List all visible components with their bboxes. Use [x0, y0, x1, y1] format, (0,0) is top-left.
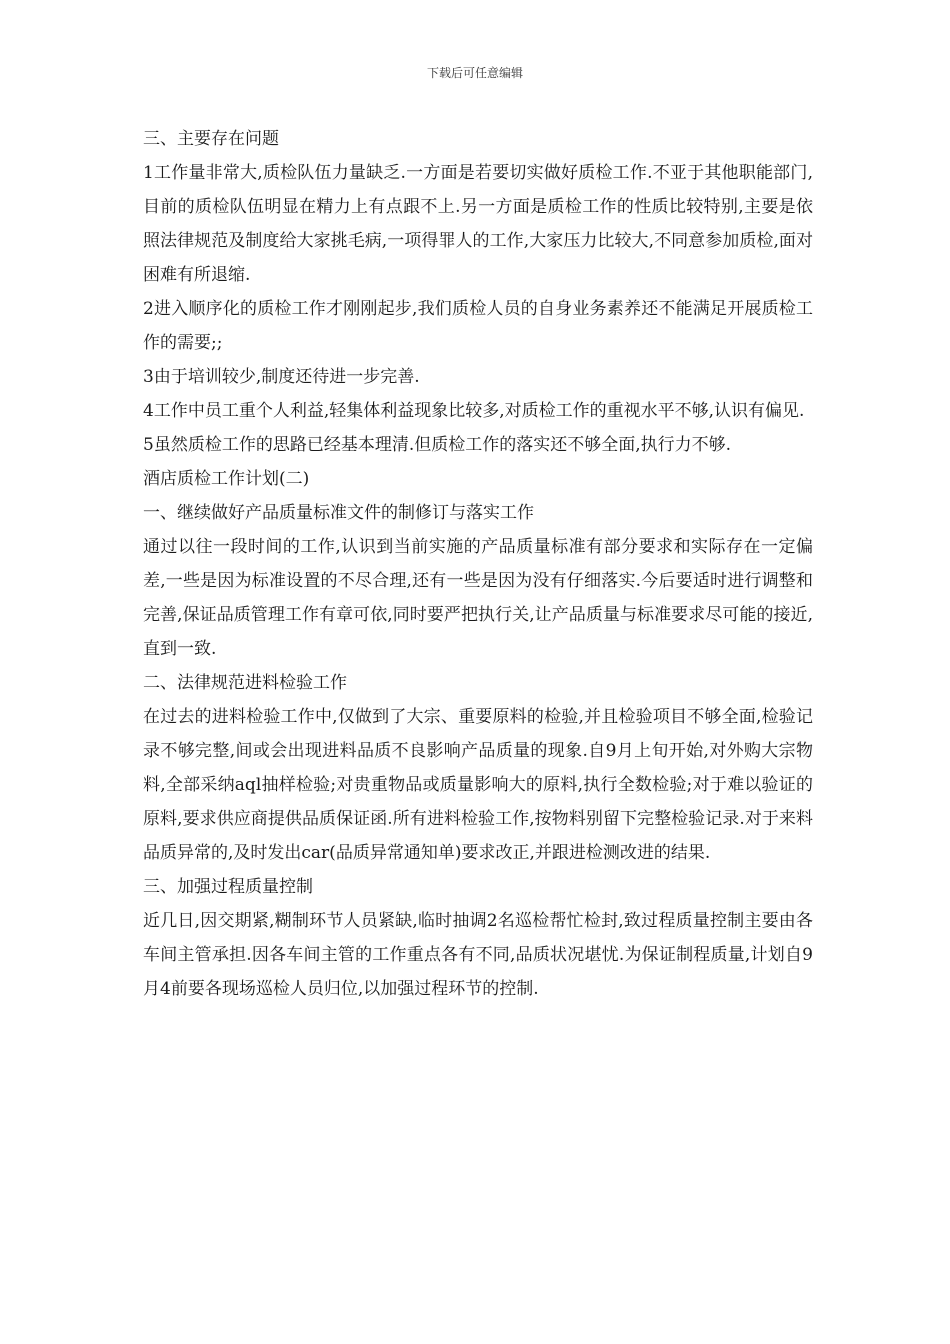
paragraph: 近几日,因交期紧,糊制环节人员紧缺,临时抽调2名巡检帮忙检封,致过程质量控制主要由各车间主管承担.因各车间主管的工作重点各有不同,品质状况堪忧.为保证制程质量,计划自9月4前要各现场巡检人员归位,以加强过程环节的控制.	[143, 911, 813, 999]
plan-title: 酒店质检工作计划(二)	[143, 469, 310, 489]
page-header: 下载后可任意编辑	[426, 66, 523, 80]
paragraph: 2进入顺序化的质检工作才刚刚起步,我们质检人员的自身业务素养还不能满足开展质检工作的需要;;	[143, 299, 813, 353]
section-heading-process-control: 三、加强过程质量控制	[143, 877, 313, 897]
paragraph: 在过去的进料检验工作中,仅做到了大宗、重要原料的检验,并且检验项目不够全面,检验记录不够完整,间或会出现进料品质不良影响产品质量的现象.自9月上旬开始,对外购大宗物料,全部采纳aql抽样检验;对贵重物品或质量影响大的原料,执行全数检验;对于难以验证的原料,要求供应商提供品质保证函.所有进料检验工作,按物料别留下完整检验记录.对于来料品质异常的,及时发出car(品质异常通知单)要求改正,并跟进检测改进的结果.	[143, 707, 813, 863]
paragraph: 5虽然质检工作的思路已经基本理清.但质检工作的落实还不够全面,执行力不够.	[143, 435, 732, 455]
paragraph: 4工作中员工重个人利益,轻集体利益现象比较多,对质检工作的重视水平不够,认识有偏见.	[143, 401, 805, 421]
section-heading-incoming-inspection: 二、法律规范进料检验工作	[143, 673, 347, 693]
paragraph: 1工作量非常大,质检队伍力量缺乏.一方面是若要切实做好质检工作.不亚于其他职能部门,目前的质检队伍明显在精力上有点跟不上.另一方面是质检工作的性质比较特别,主要是依照法律规范及制度给大家挑毛病,一项得罪人的工作,大家压力比较大,不同意参加质检,面对困难有所退缩.	[143, 163, 813, 285]
section-heading-standards: 一、继续做好产品质量标准文件的制修订与落实工作	[143, 503, 534, 523]
paragraph: 通过以往一段时间的工作,认识到当前实施的产品质量标准有部分要求和实际存在一定偏差,一些是因为标准设置的不尽合理,还有一些是因为没有仔细落实.今后要适时进行调整和完善,保证品质管理工作有章可依,同时要严把执行关,让产品质量与标准要求尽可能的接近,直到一致.	[143, 537, 813, 659]
section-heading-problems: 三、主要存在问题	[143, 129, 279, 149]
paragraph: 3由于培训较少,制度还待进一步完善.	[143, 367, 420, 387]
document-body	[143, 122, 813, 1006]
